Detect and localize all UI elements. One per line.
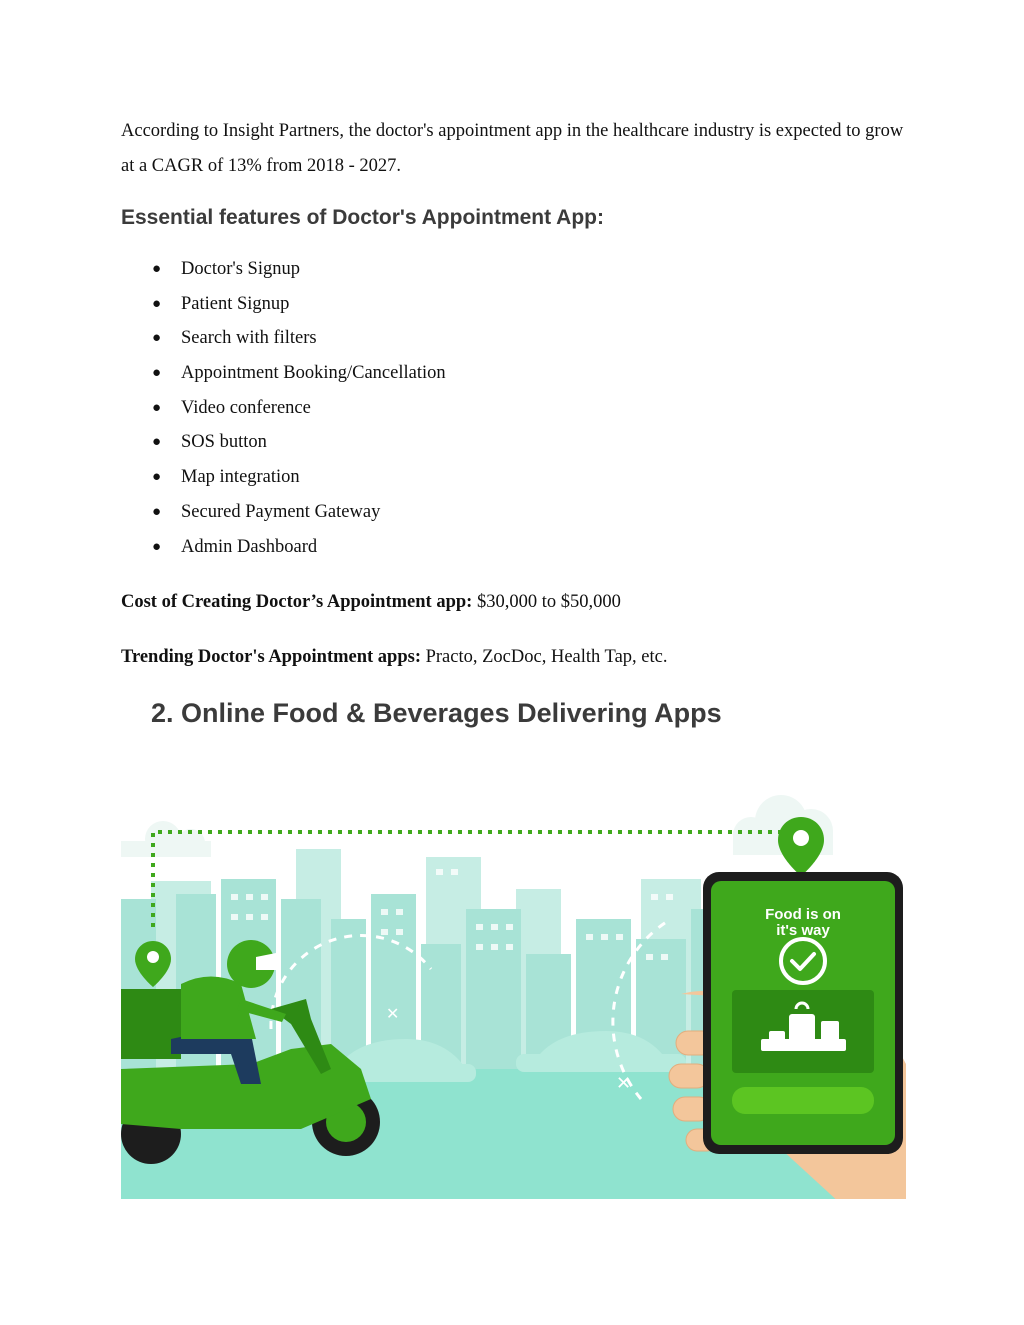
feature-label: Doctor's Signup — [181, 259, 300, 279]
features-list — [121, 252, 446, 564]
trending-line — [121, 645, 667, 669]
food-delivery-illustration — [121, 769, 906, 1199]
svg-text:✕: ✕ — [616, 1073, 632, 1093]
bullet: ● — [152, 399, 162, 416]
bullet: ● — [152, 469, 162, 486]
list-item — [121, 425, 446, 460]
feature-label: Secured Payment Gateway — [181, 501, 381, 522]
trending-label: Trending Doctor's Appointment apps: — [121, 647, 421, 667]
feature-label: Patient Signup — [181, 293, 290, 314]
list-item — [121, 530, 446, 565]
bullet: ● — [152, 538, 162, 555]
bullet: ● — [152, 365, 162, 382]
features-heading: Essential features of Doctor's Appointment App: — [121, 206, 604, 229]
bullet: ● — [152, 434, 162, 451]
svg-text:✕: ✕ — [386, 1006, 400, 1023]
feature-label: SOS button — [181, 432, 267, 453]
bullet: ● — [152, 503, 162, 520]
cost-label: Cost of Creating Doctor’s Appointment app: — [121, 592, 473, 612]
bullet: ● — [152, 261, 162, 277]
feature-label: Search with filters — [181, 328, 317, 349]
section-heading: 2. Online Food & Beverages Delivering Apps — [151, 698, 722, 728]
phone-text-line2: it's way — [776, 922, 830, 939]
feature-label: Video conference — [181, 397, 311, 418]
list-item — [121, 391, 446, 426]
cost-value: $30,000 to $50,000 — [472, 592, 621, 612]
list-item — [121, 460, 446, 495]
bullet: ● — [152, 330, 162, 347]
intro-paragraph: According to Insight Partners, the doctor's appointment app in the healthcare industry is expected to grow at a CAGR of 13% from 2018 - 2027. — [121, 121, 904, 176]
bullet: ● — [152, 295, 162, 312]
list-item — [121, 356, 446, 391]
list-item — [121, 287, 446, 322]
cost-line — [121, 590, 621, 614]
list-item — [121, 321, 446, 356]
phone-text-line1: Food is on — [765, 906, 841, 923]
feature-label: Appointment Booking/Cancellation — [181, 363, 446, 384]
list-item — [121, 252, 446, 287]
feature-label: Admin Dashboard — [181, 536, 318, 557]
trending-value: Practo, ZocDoc, Health Tap, etc. — [420, 647, 668, 667]
feature-label: Map integration — [181, 467, 300, 488]
list-item — [121, 495, 446, 530]
